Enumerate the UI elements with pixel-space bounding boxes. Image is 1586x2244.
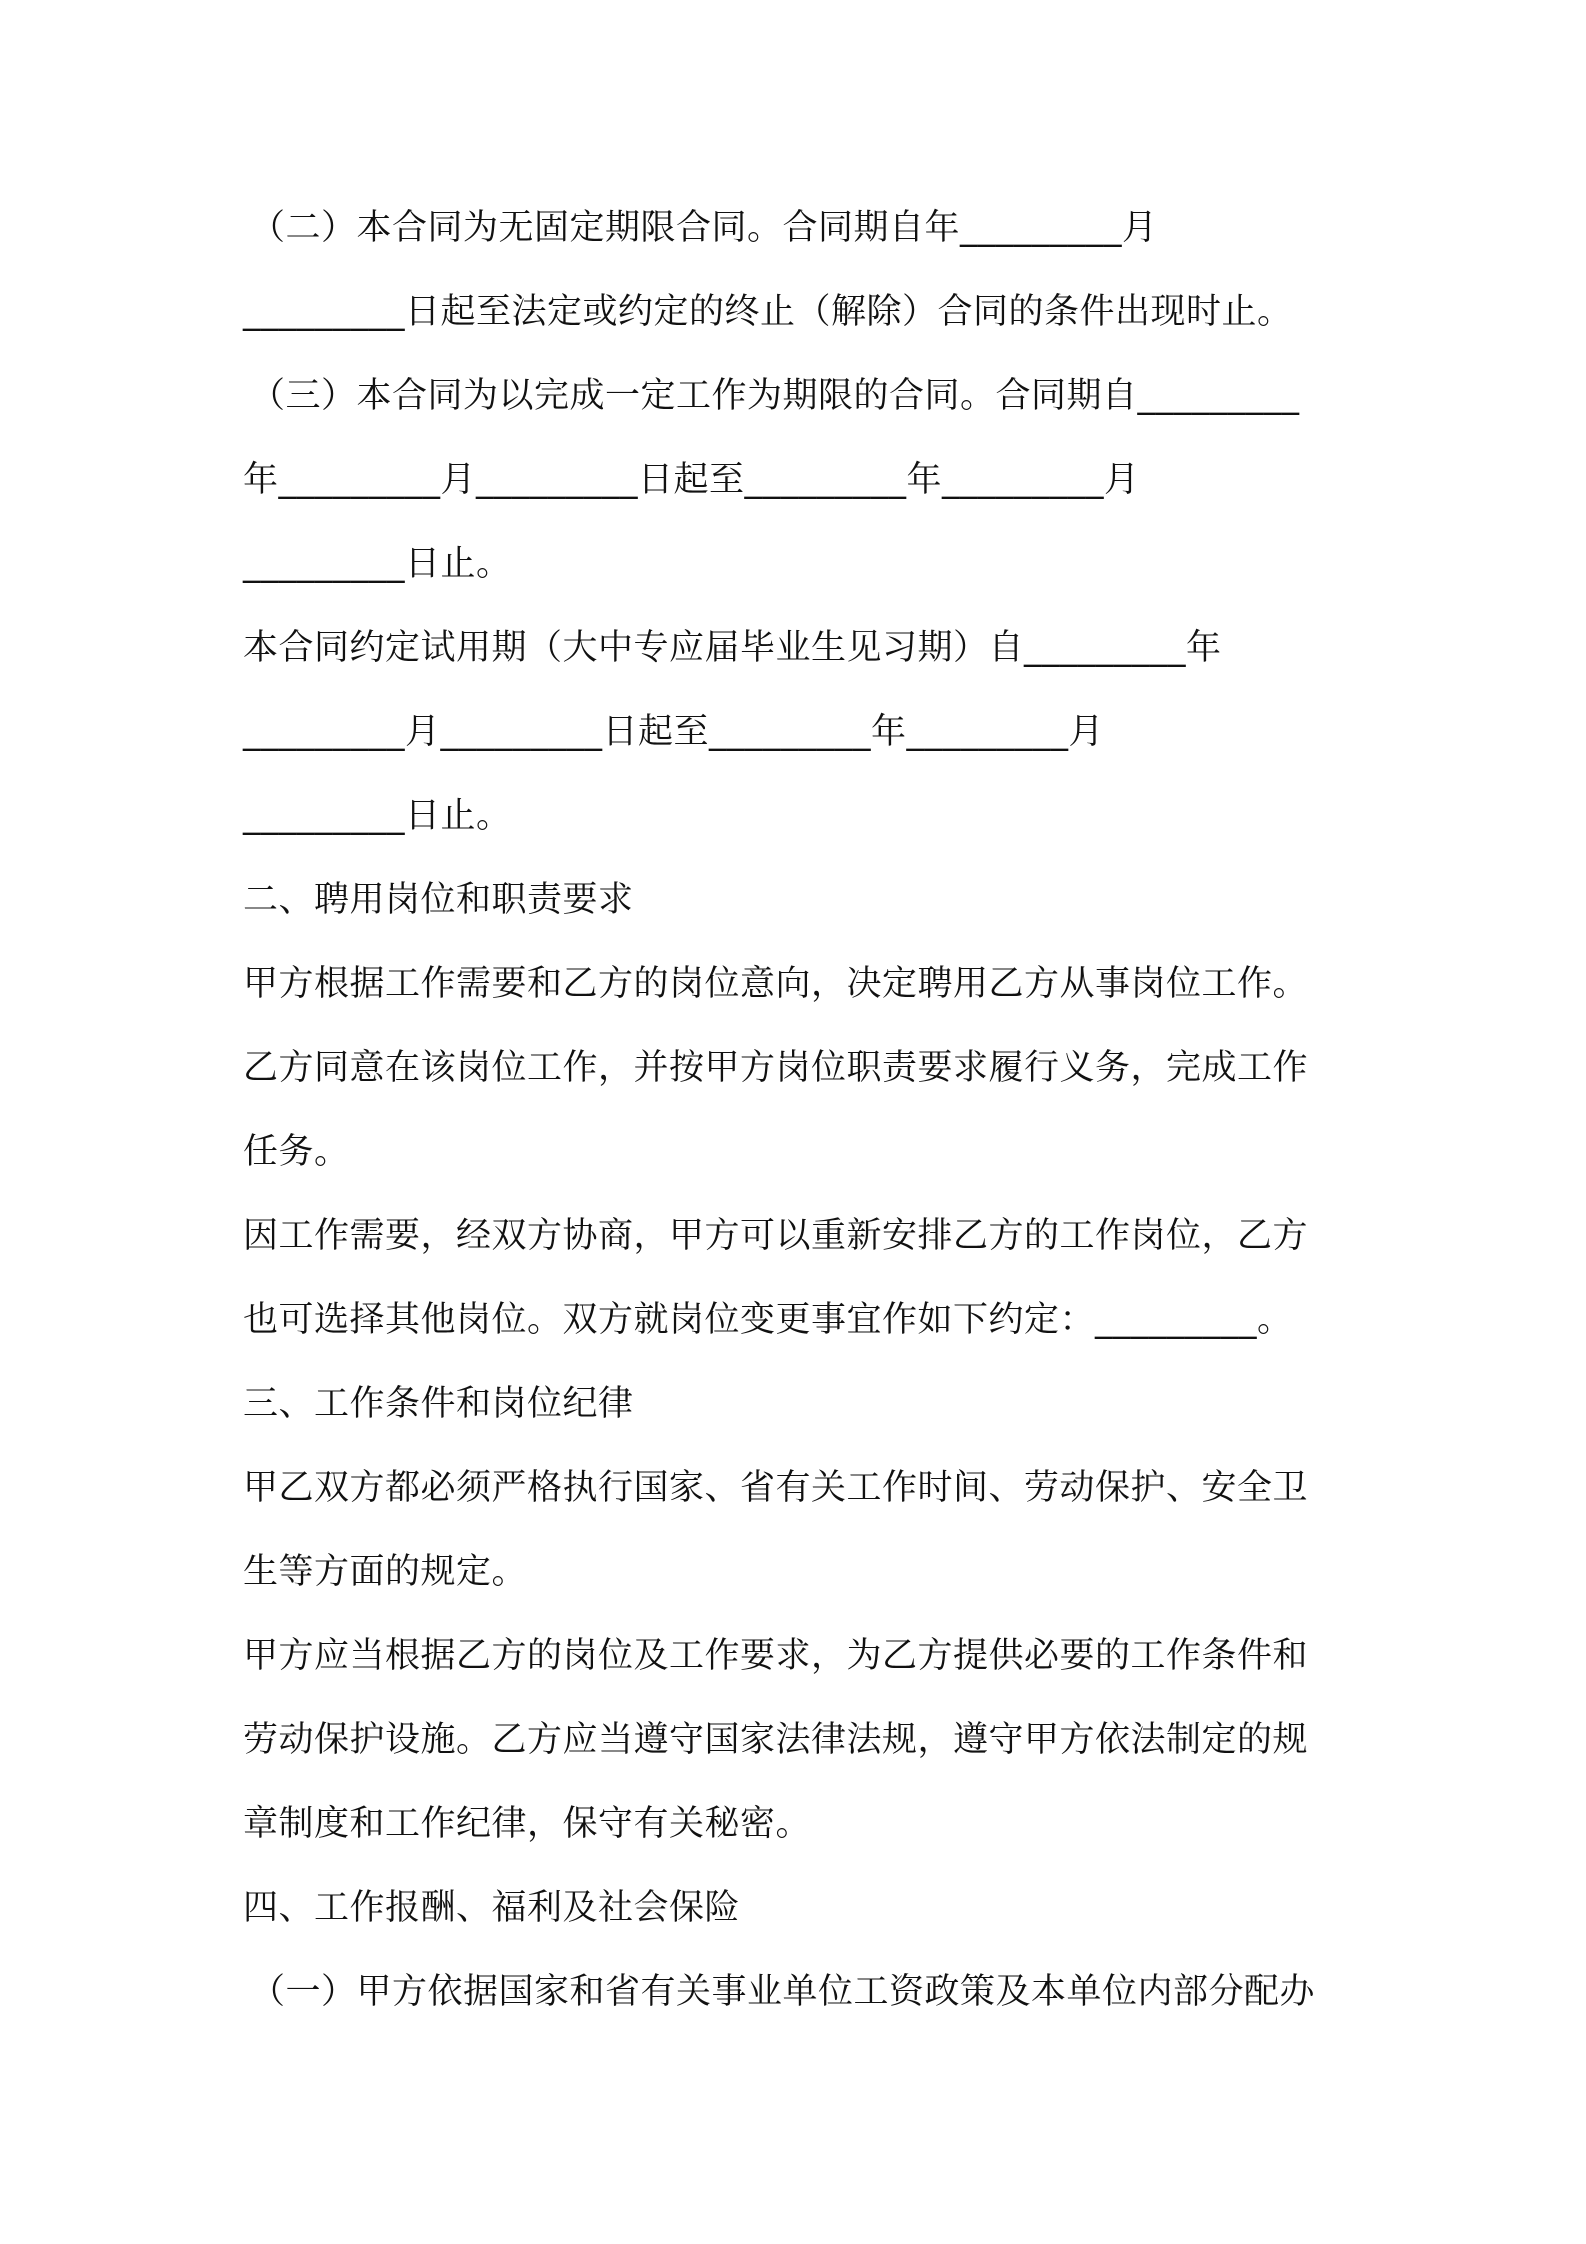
contract-term-task-based: （三）本合同为以完成一定工作为期限的合同。合同期自_________: [250, 376, 1300, 416]
paragraph-line: 章制度和工作纪律，保守有关秘密。: [243, 1804, 812, 1844]
paragraph-line: 也可选择其他岗位。双方就岗位变更事宜作如下约定：_________。: [243, 1300, 1293, 1340]
paragraph-line: 任务。: [243, 1132, 350, 1172]
probation-period-dates: _________月_________日起至_________年_________月: [243, 712, 1105, 752]
paragraph-line: 甲方应当根据乙方的岗位及工作要求，为乙方提供必要的工作条件和: [243, 1636, 1309, 1676]
contract-term-open-ended-cont: _________日起至法定或约定的终止（解除）合同的条件出现时止。: [243, 292, 1293, 332]
probation-period-end: _________日止。: [243, 796, 512, 836]
paragraph-line: 甲方根据工作需要和乙方的岗位意向，决定聘用乙方从事岗位工作。: [243, 964, 1309, 1004]
paragraph-line: 劳动保护设施。乙方应当遵守国家法律法规，遵守甲方依法制定的规: [243, 1720, 1309, 1760]
section-heading-3: 三、工作条件和岗位纪律: [243, 1384, 634, 1424]
paragraph-line: 因工作需要，经双方协商，甲方可以重新安排乙方的工作岗位，乙方: [243, 1216, 1309, 1256]
paragraph-line: 甲乙双方都必须严格执行国家、省有关工作时间、劳动保护、安全卫: [243, 1468, 1309, 1508]
contract-term-task-based-end: _________日止。: [243, 544, 512, 584]
section-heading-4: 四、工作报酬、福利及社会保险: [243, 1888, 741, 1928]
paragraph-line: 生等方面的规定。: [243, 1552, 528, 1592]
contract-term-open-ended: （二）本合同为无固定期限合同。合同期自年_________月: [250, 208, 1158, 248]
paragraph-line: 乙方同意在该岗位工作，并按甲方岗位职责要求履行义务，完成工作: [243, 1048, 1309, 1088]
paragraph-line: （一）甲方依据国家和省有关事业单位工资政策及本单位内部分配办: [250, 1972, 1316, 2012]
section-heading-2: 二、聘用岗位和职责要求: [243, 880, 634, 920]
contract-term-task-based-dates: 年_________月_________日起至_________年_________月: [243, 460, 1140, 500]
probation-period: 本合同约定试用期（大中专应届毕业生见习期）自_________年: [243, 628, 1222, 668]
